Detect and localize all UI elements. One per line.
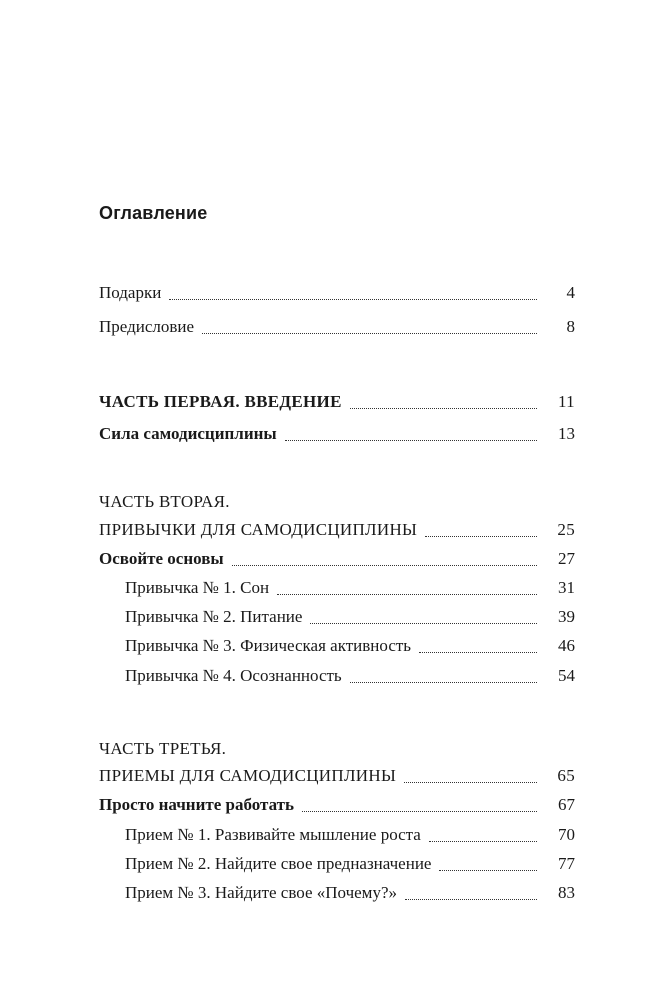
toc-page-number: 65 <box>557 766 575 785</box>
dot-leader <box>439 870 537 871</box>
toc-chapter-master-basics[interactable] <box>99 547 575 571</box>
toc-entry-label: Прием № 2. Найдите свое предназначение <box>125 854 432 873</box>
toc-entry-gifts[interactable] <box>99 281 575 305</box>
toc-page-number: 11 <box>558 392 575 411</box>
toc-entry-technique-2[interactable] <box>125 852 575 876</box>
toc-part-2-heading[interactable] <box>99 518 575 542</box>
toc-entry-technique-1[interactable] <box>125 823 575 847</box>
toc-entry-label: Просто начните работать <box>99 795 295 814</box>
toc-entry-label: ПРИЕМЫ ДЛЯ САМОДИСЦИПЛИНЫ <box>99 766 397 785</box>
toc-part-1-heading[interactable] <box>99 390 575 414</box>
dot-leader <box>232 565 537 566</box>
toc-page-number: 46 <box>558 636 575 655</box>
toc-entry-technique-3[interactable] <box>125 881 575 905</box>
dot-leader <box>350 682 537 683</box>
toc-page-number: 4 <box>566 283 575 302</box>
dot-leader <box>350 408 537 409</box>
dot-leader <box>425 536 537 537</box>
toc-part-3-heading-line1: ЧАСТЬ ТРЕТЬЯ. <box>99 739 227 758</box>
dot-leader <box>419 652 537 653</box>
dot-leader <box>405 899 537 900</box>
toc-page-number: 13 <box>558 424 575 443</box>
toc-entry-label: ПРИВЫЧКИ ДЛЯ САМОДИСЦИПЛИНЫ <box>99 520 418 539</box>
toc-page-number: 70 <box>558 825 575 844</box>
toc-entry-habit-1[interactable] <box>125 576 575 600</box>
toc-page-number: 25 <box>557 520 575 539</box>
toc-part-3-heading[interactable] <box>99 764 575 788</box>
toc-entry-label: Привычка № 3. Физическая активность <box>125 636 412 655</box>
dot-leader <box>169 299 537 300</box>
toc-part-2-heading-line1: ЧАСТЬ ВТОРАЯ. <box>99 492 230 511</box>
dot-leader <box>404 782 537 783</box>
dot-leader <box>310 623 537 624</box>
toc-entry-label: Прием № 1. Развивайте мышление роста <box>125 825 421 844</box>
toc-entry-label: Освойте основы <box>99 549 224 568</box>
toc-page-number: 54 <box>558 666 575 685</box>
toc-page-number: 31 <box>558 578 575 597</box>
toc-title: Оглавление <box>99 203 208 223</box>
toc-entry-label: Сила самодисциплины <box>99 424 277 443</box>
dot-leader <box>202 333 537 334</box>
toc-page-number: 8 <box>566 317 575 336</box>
dot-leader <box>429 841 537 842</box>
toc-chapter-just-start-working[interactable] <box>99 793 575 817</box>
toc-page-number: 67 <box>558 795 575 814</box>
dot-leader <box>302 811 537 812</box>
toc-page-number: 83 <box>558 883 575 902</box>
toc-entry-habit-4[interactable] <box>125 664 575 688</box>
toc-chapter-self-discipline-power[interactable] <box>99 422 575 446</box>
dot-leader <box>285 440 537 441</box>
toc-entry-label: Предисловие <box>99 317 195 336</box>
toc-entry-habit-2[interactable] <box>125 605 575 629</box>
toc-entry-label: ЧАСТЬ ПЕРВАЯ. ВВЕДЕНИЕ <box>99 392 342 411</box>
toc-page-number: 27 <box>558 549 575 568</box>
toc-entry-preface[interactable] <box>99 315 575 339</box>
toc-entry-label: Привычка № 1. Сон <box>125 578 270 597</box>
toc-entry-label: Подарки <box>99 283 162 302</box>
toc-entry-label: Привычка № 2. Питание <box>125 607 303 626</box>
toc-entry-label: Прием № 3. Найдите свое «Почему?» <box>125 883 397 902</box>
toc-page-number: 39 <box>558 607 575 626</box>
toc-page-number: 77 <box>558 854 575 873</box>
toc-entry-label: Привычка № 4. Осознанность <box>125 666 342 685</box>
toc-entry-habit-3[interactable] <box>125 634 575 658</box>
dot-leader <box>277 594 537 595</box>
